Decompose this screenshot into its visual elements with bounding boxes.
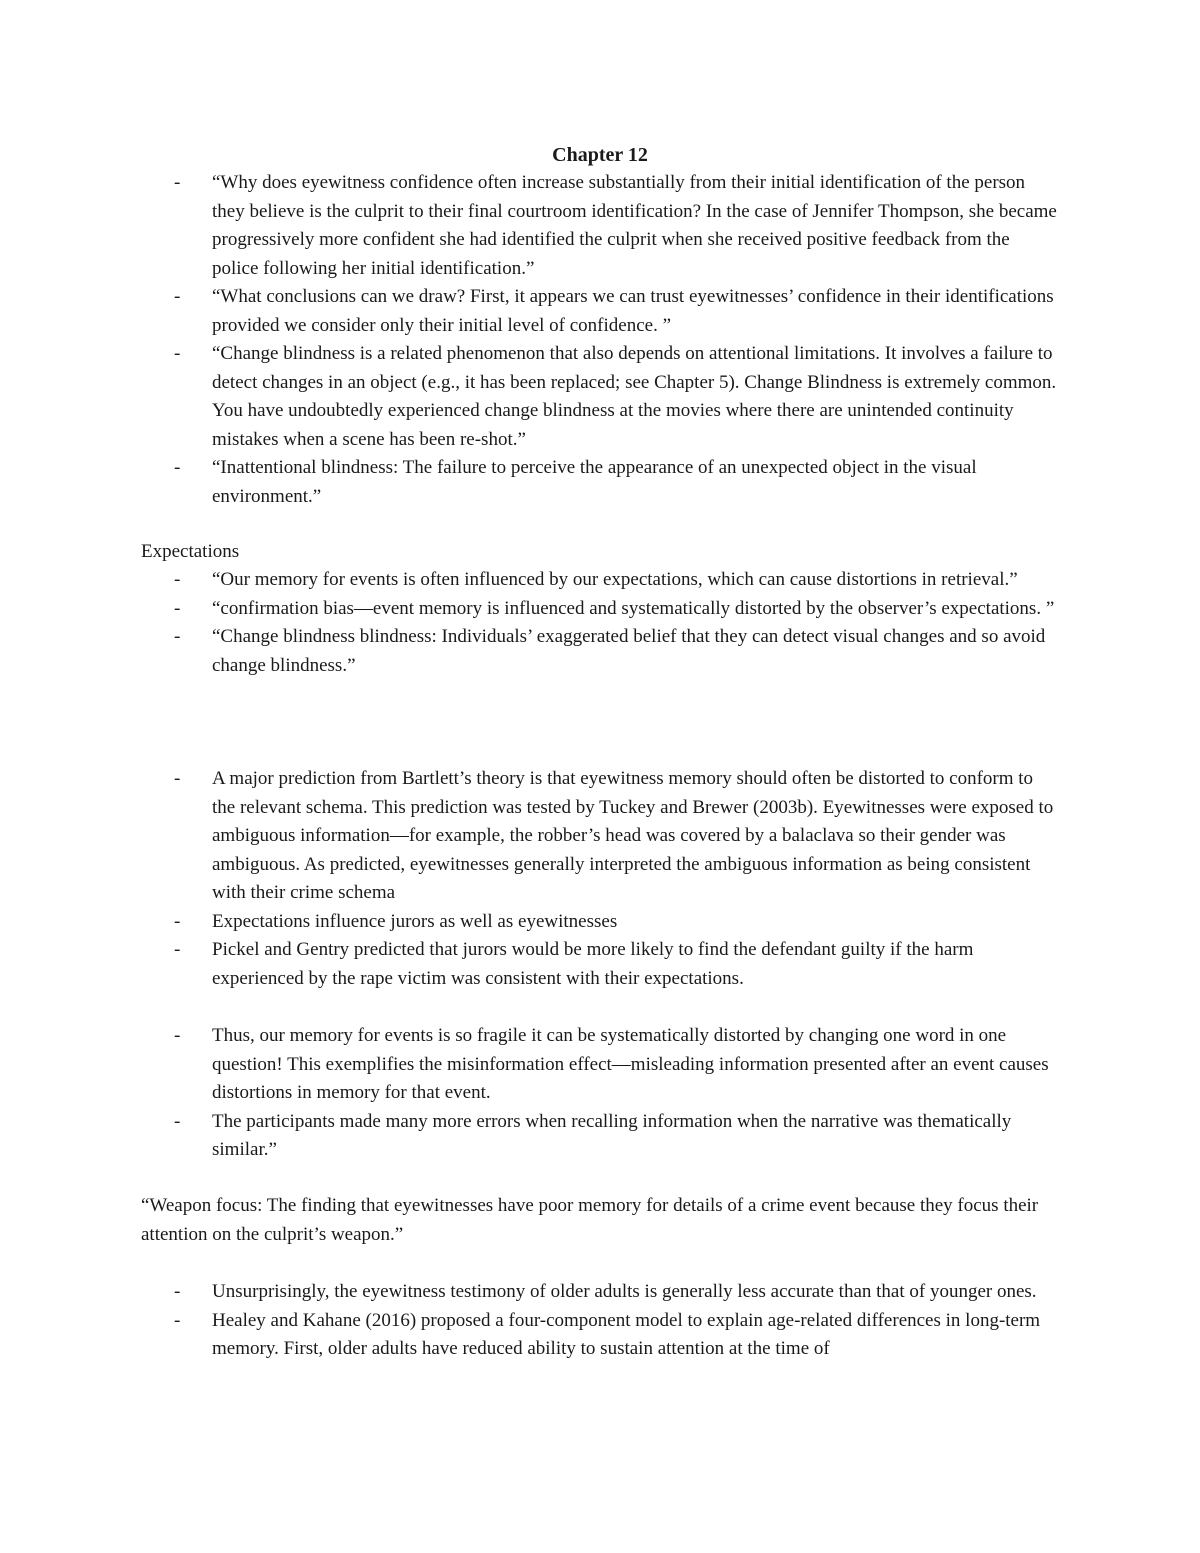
list-item-text: “Change blindness is a related phenomenon that also depends on attentional limitations. It involves a failure to detect changes in an object (e.g., it has been replaced; see Chapter 5). Change Blindness is extremely common. You have undoubtedly experienced change blindness at the movies where there are unintended continuity mistakes when a scene has been re-shot.” — [212, 343, 1057, 450]
dash-bullet: - — [174, 1281, 181, 1302]
list-item-text: “Our memory for events is often influenced by our expectations, which can cause distortions in retrieval.” — [212, 569, 1018, 590]
list-item — [0, 595, 1057, 624]
list-item-text: Pickel and Gentry predicted that jurors would be more likely to find the defendant guilty if the harm experienced by the rape victim was consistent with their expectations. — [212, 939, 974, 989]
bullet-list-group-5 — [0, 1278, 1200, 1364]
list-item — [0, 1108, 1057, 1165]
list-item — [0, 908, 1057, 937]
list-item-text: A major prediction from Bartlett’s theory is that eyewitness memory should often be distorted to conform to the relevant schema. This prediction was tested by Tuckey and Brewer (2003b). Eyewitnesses were exposed to ambiguous information—for example, the robber’s head was covered by a balaclava so their gender was ambiguous. As predicted, eyewitnesses generally interpreted the ambiguous information as being consistent with their crime schema — [212, 768, 1054, 903]
list-item-text: Healey and Kahane (2016) proposed a four-component model to explain age-related differences in long-term memory. First, older adults have reduced ability to sustain attention at the time of — [212, 1309, 1041, 1359]
list-item — [0, 765, 1057, 908]
list-item-text: Expectations influence jurors as well as eyewitnesses — [212, 910, 618, 932]
dash-bullet: - — [174, 457, 181, 478]
list-item-text: Thus, our memory for events is so fragile it can be systematically distorted by changing one word in one question! This exemplifies the misinformation effect—misleading information presented after an event causes distortions in memory for that event. — [212, 1025, 1049, 1103]
dash-bullet: - — [174, 343, 181, 364]
bullet-list-group-3 — [0, 765, 1200, 993]
list-item — [0, 169, 1057, 283]
list-item — [0, 283, 1057, 340]
list-item-text: “confirmation bias—event memory is influenced and systematically distorted by the observer’s expectations. ” — [212, 597, 1055, 619]
dash-bullet: - — [174, 1025, 181, 1046]
list-item — [0, 936, 1057, 993]
list-item-text: “What conclusions can we draw? First, it appears we can trust eyewitnesses’ confidence in their identifications provided we consider only their initial level of confidence. ” — [212, 286, 1054, 336]
list-item-text: “Why does eyewitness confidence often increase substantially from their initial identification of the person they believe is the culprit to their final courtroom identification? In the case of Jennifer Thompson, she became progressively more confident she had identified the culprit when she received positive feedback from the police following her initial identification.” — [212, 172, 1057, 279]
list-item — [0, 454, 1057, 511]
dash-bullet: - — [174, 172, 181, 193]
list-item — [0, 340, 1057, 454]
list-item-text: Unsurprisingly, the eyewitness testimony of older adults is generally less accurate than that of younger ones. — [212, 1281, 1037, 1302]
dash-bullet: - — [174, 939, 181, 960]
dash-bullet: - — [174, 597, 181, 619]
dash-bullet: - — [174, 910, 181, 932]
list-item — [0, 1278, 1057, 1307]
section-heading-expectations: Expectations — [141, 541, 240, 562]
list-item-text: “Change blindness blindness: Individuals’ exaggerated belief that they can detect visual changes and so avoid change blindness.” — [212, 626, 1046, 676]
list-item-text: The participants made many more errors when recalling information when the narrative was thematically similar.” — [212, 1110, 1012, 1160]
list-item — [0, 566, 1057, 595]
dash-bullet: - — [174, 1110, 181, 1132]
list-item — [0, 623, 1057, 680]
dash-bullet: - — [174, 1309, 181, 1331]
bullet-list-group-1 — [0, 169, 1200, 511]
bullet-list-group-4 — [0, 1022, 1200, 1165]
list-item — [0, 1307, 1057, 1364]
bullet-list-group-2 — [0, 566, 1200, 680]
dash-bullet: - — [174, 569, 181, 590]
dash-bullet: - — [174, 286, 181, 307]
weapon-focus-paragraph: “Weapon focus: The finding that eyewitnesses have poor memory for details of a crime event because they focus their attention on the culprit’s weapon.” — [141, 1195, 1039, 1245]
list-item-text: “Inattentional blindness: The failure to perceive the appearance of an unexpected object in the visual environment.” — [212, 457, 977, 507]
list-item — [0, 1022, 1057, 1108]
dash-bullet: - — [174, 768, 181, 789]
page-title: Chapter 12 — [552, 144, 648, 166]
dash-bullet: - — [174, 626, 181, 647]
